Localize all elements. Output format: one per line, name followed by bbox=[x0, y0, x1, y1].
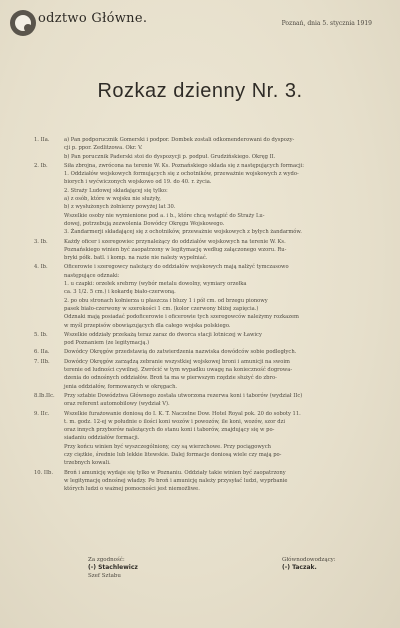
order-item bbox=[34, 348, 378, 356]
order-line: trzebnych kowali. bbox=[64, 460, 111, 467]
order-line: Przy końcu winien być wyszczególniony, czy są wierzchowe. Przy pociągowych bbox=[64, 443, 271, 450]
order-line: następujące odznaki: bbox=[64, 272, 120, 279]
dateline: Poznań, dnia 5. stycznia 1919 bbox=[281, 20, 372, 27]
order-item bbox=[34, 469, 378, 494]
order-line: Wszelkie osoby nie wymienione pod a. i b., które chcą wstąpić do Straży Lu- bbox=[64, 212, 265, 219]
order-line: Oficerowie i szeregowcy należący do oddziałów wojskowych mają nalżyć tymczasowo bbox=[64, 264, 289, 271]
order-line: siadaniu oddziałów formacji. bbox=[64, 435, 140, 442]
order-line: Wszelkie furażowanie doniosą do I. K. T. Naczelne Dow. Hotel Royal pok. 20 do soboty 11. bbox=[64, 410, 301, 417]
eagle-seal-icon bbox=[10, 10, 36, 36]
order-item-number: 6. IIa. bbox=[34, 349, 50, 356]
order-item-text bbox=[64, 469, 378, 494]
order-item-text bbox=[64, 162, 378, 237]
order-item-number: 7. IIb. bbox=[34, 358, 50, 365]
order-item bbox=[34, 238, 378, 263]
order-line: b) z wysłużonych żołnierzy powyżej lat 30. bbox=[64, 204, 176, 211]
order-line: 1. Oddziałów wojskowych formujących się z ochotników, przeważnie wojskowych z wydo- bbox=[64, 171, 299, 178]
order-line: 2. po obu stronach kołnierza u płaszcza i bluzy 1 i pół cm. od brzegu pionowy bbox=[64, 297, 268, 304]
order-line: pod Poznaniem (ze legitymacją.) bbox=[64, 340, 150, 347]
order-line: Każdy oficer i szeregowiec przynależący do oddziałów wojskowych na terenie W. Ks. bbox=[64, 238, 286, 245]
order-line: Siła zbrojna, zwrócona na terenie W. Ks. Poznańskiego składa się z następujących formacji: bbox=[64, 162, 304, 169]
order-line: czy ciężkie, średnie lub lekkie litewskie. Dalej formacje doniosą wiele czy mają po- bbox=[64, 451, 282, 458]
order-line: t. m. godz. 12-ej w południe o ilości koni wozów i powozów, ile koni, wozów, szor dzi bbox=[64, 418, 285, 425]
order-item-text bbox=[64, 358, 378, 391]
order-item-number: 4. Ib. bbox=[34, 264, 48, 271]
order-line: a) z osób, które w wojsku nie służyły, bbox=[64, 196, 161, 203]
order-item-number: 1. IIa. bbox=[34, 137, 50, 143]
order-item-text bbox=[64, 410, 378, 468]
order-item bbox=[34, 410, 378, 468]
order-item-text bbox=[64, 136, 378, 161]
document-title: Rozkaz dzienny Nr. 3. bbox=[97, 80, 303, 102]
order-line: w legitymację odnośnej władzy. Po broń i amunicję należy przysyłać ludzi, wyprbanie bbox=[64, 477, 288, 484]
order-line: których ludzi o ważnej pomocności jest niemożliwe. bbox=[64, 486, 200, 493]
order-line: biorych i wyćwiczonych wojskowo od 19. do 40. r. życia. bbox=[64, 179, 212, 186]
order-item-text bbox=[64, 238, 378, 263]
signature-right bbox=[282, 556, 336, 572]
order-line: ca. 3 1/2. 5 cm.) i kokardę biało-czerwoną. bbox=[64, 289, 176, 296]
order-item bbox=[34, 162, 378, 237]
order-item bbox=[34, 392, 378, 409]
order-item bbox=[34, 358, 378, 391]
order-line: b) Pan porucznik Paderski stoi do dyspozycji p. podpuł. Grudzińskiego. Okręg II. bbox=[64, 153, 276, 160]
order-line: Dowódcy Okręgów przedstawią do zatwierdzenia nazwiska dowódców sobie podległych. bbox=[64, 349, 297, 356]
order-line: oraz innych przyborów należących do stanu koni i taborów, znajdujący się w po- bbox=[64, 427, 275, 434]
order-line: oraz referent automobilowy (wydział V). bbox=[64, 401, 170, 408]
order-item-number: 8.Ib.IIc. bbox=[34, 392, 55, 399]
signature-left-name: (-) Stachlewicz bbox=[88, 564, 138, 571]
signature-left-label: Za zgodność: bbox=[88, 557, 125, 563]
signature-right-name: (-) Taczak. bbox=[282, 564, 317, 571]
order-item-number: 3. Ib. bbox=[34, 238, 48, 245]
signature-left-role: Szef Sztabu bbox=[88, 573, 121, 579]
order-item-text bbox=[64, 348, 378, 356]
order-line: Odznaki mają posiadać podoficerowie i oficerowie tych szeregowców należymy rozkazem bbox=[64, 314, 299, 321]
order-item bbox=[34, 263, 378, 329]
order-line: Przy sztabie Dowództwa Głównego została utworzona rezerwa koni i taborów (wydział IIc) bbox=[64, 392, 303, 399]
order-item-text bbox=[64, 263, 378, 329]
order-line: pasek biało-czerwony w szerokości 1 cm. (kolor czerwony bliżej zapięcia.) bbox=[64, 305, 259, 312]
order-item-text bbox=[64, 392, 378, 409]
order-item-number: 2. Ib. bbox=[34, 162, 48, 169]
order-line: w myśl przepisów obowiązujących dla całego wojska polskiego. bbox=[64, 322, 231, 329]
order-item-text bbox=[64, 331, 378, 348]
order-line: 2. Straży Ludowej składającej się tylko: bbox=[64, 187, 168, 194]
order-line: terenie od ludności cywilnej. Zwrócić w tym wypadku uwagę na konieczność dogrowa- bbox=[64, 367, 293, 374]
order-item-number: 5. Ib. bbox=[34, 331, 48, 338]
order-item-number: 10. IIb. bbox=[34, 469, 53, 476]
order-line: Wszelkie oddziały przekażą teraz zaraz do dworca stacji lotniczej w Ławicy bbox=[64, 331, 262, 338]
order-line: jenia oddziałów, formowanych w okręgach. bbox=[64, 383, 178, 390]
signature-left bbox=[88, 556, 138, 580]
order-line: Poznańskiego winien być zaopatrzony w legitymację według załączonego wzoru. Ru- bbox=[64, 246, 287, 253]
order-body bbox=[34, 136, 378, 494]
order-item bbox=[34, 331, 378, 348]
order-line: bryki półk. batl. i komp. na razie nie należy wypełniać. bbox=[64, 255, 208, 262]
order-line: Dowódcy Okręgów zarządzą zebranie wszystkiej wojskowej broni i amunicji na swoim bbox=[64, 358, 290, 365]
order-item-number: 9. IIc. bbox=[34, 410, 50, 417]
header-title: odztwo Główne. bbox=[38, 11, 148, 26]
order-line: cji p. ppor. Zedlitzowa. Okr. V. bbox=[64, 145, 143, 152]
order-line: dzenia do odnośnych oddziałów. Broń ta ma w pierwszym rzędzie służyć do zbro- bbox=[64, 375, 277, 382]
order-line: 3. Żandarmerji składającej się z ochotników, przeważnie wojskowych z byłych żandarmów. bbox=[64, 229, 302, 236]
order-line: Broń i amunicję wydaje się tylko w Poznaniu. Oddziały takie winien być zaopatrzony bbox=[64, 469, 286, 476]
order-line: a) Pan podporucznik Gomerski i podpor. Dombek zostali odkomenderowani do dyspozy- bbox=[64, 137, 295, 143]
order-line: dowej, potrzebują zezwolenia Dowódcy Okręgu Wojskowego. bbox=[64, 220, 225, 227]
order-line: 1. u czapki: orzełek srebrny (wybór metalu dowolny, wymiary orzełka bbox=[64, 281, 247, 288]
order-item bbox=[34, 136, 378, 161]
signature-right-label: Głównodowodzący: bbox=[282, 557, 336, 563]
